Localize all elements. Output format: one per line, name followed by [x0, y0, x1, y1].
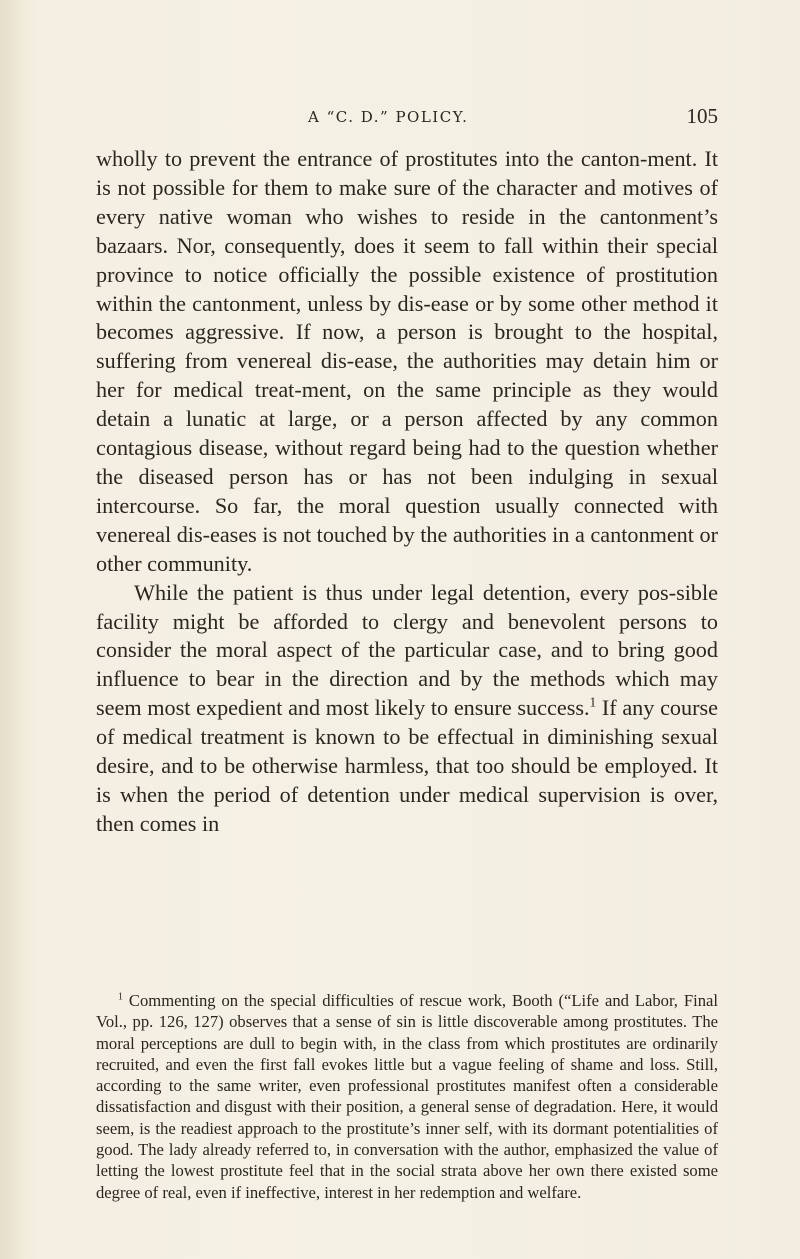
footnote-text: Commenting on the special difficulties of rescue work, Booth (“Life and Labor, Final Vol., pp. 126, 127) observes that a sense of sin is little discoverable among prostitutes. The moral perceptions are dull to begin with, in the class from which prostitutes are ordinarily recruited, and even the first fall evokes little but a vague feeling of shame and loss. Still, according to the same writer, even professional prostitutes manifest often a considerable dissatisfaction and disgust with their position, a general sense of degradation. Here, it would seem, is the readiest approach to the prostitute’s inner self, with its dormant potentialities of good. The lady already referred to, in conversation with the author, emphasized the value of letting the lowest prostitute feel that in the social strata above her own there existed some degree of real, even if ineffective, interest in her redemption and welfare. — [96, 991, 718, 1202]
running-head — [96, 104, 718, 134]
footnote-reference: 1 — [589, 694, 597, 710]
page-gutter-shadow — [0, 0, 22, 1259]
footnote-1 — [96, 990, 718, 1203]
paragraph-1: wholly to prevent the entrance of prostitutes into the canton-ment. It is not possible for them to make sure of the character and motives of every native woman who wishes to reside in the cantonment’s bazaars. Nor, consequently, does it seem to fall within their special province to notice officially the possible existence of prostitution within the cantonment, unless by dis-ease or by some other method it becomes aggressive. If now, a person is brought to the hospital, suffering from venereal dis-ease, the authorities may detain him or her for medical treat-ment, on the same principle as they would detain a lunatic at large, or a person affected by any common contagious disease, without regard being had to the question whether the diseased person has or has not been indulging in sexual intercourse. So far, the moral question usually connected with venereal dis-eases is not touched by the authorities in a cantonment or other community. — [96, 146, 718, 576]
body-text — [96, 145, 718, 839]
footnotes — [96, 990, 718, 1203]
page-number: 105 — [686, 104, 718, 128]
paragraph-2 — [96, 579, 718, 839]
footnote-marker: 1 — [118, 991, 123, 1003]
paragraph-2-text-after-note: If any course of medical treatment is known to be effectual in diminishing sexual desire, and to be otherwise harmless, that too should be employed. It is when the period of detention under medical supervision is over, then comes in — [96, 695, 718, 836]
running-title: A “C. D.” POLICY. — [308, 108, 469, 126]
paragraph-2-text-before-note: While the patient is thus under legal detention, every pos-sible facility might be afforded to clergy and benevolent persons to consider the moral aspect of the particular case, and to bring good influence to bear in the direction and by the methods which may seem most expedient and most likely to ensure success. — [96, 579, 718, 721]
